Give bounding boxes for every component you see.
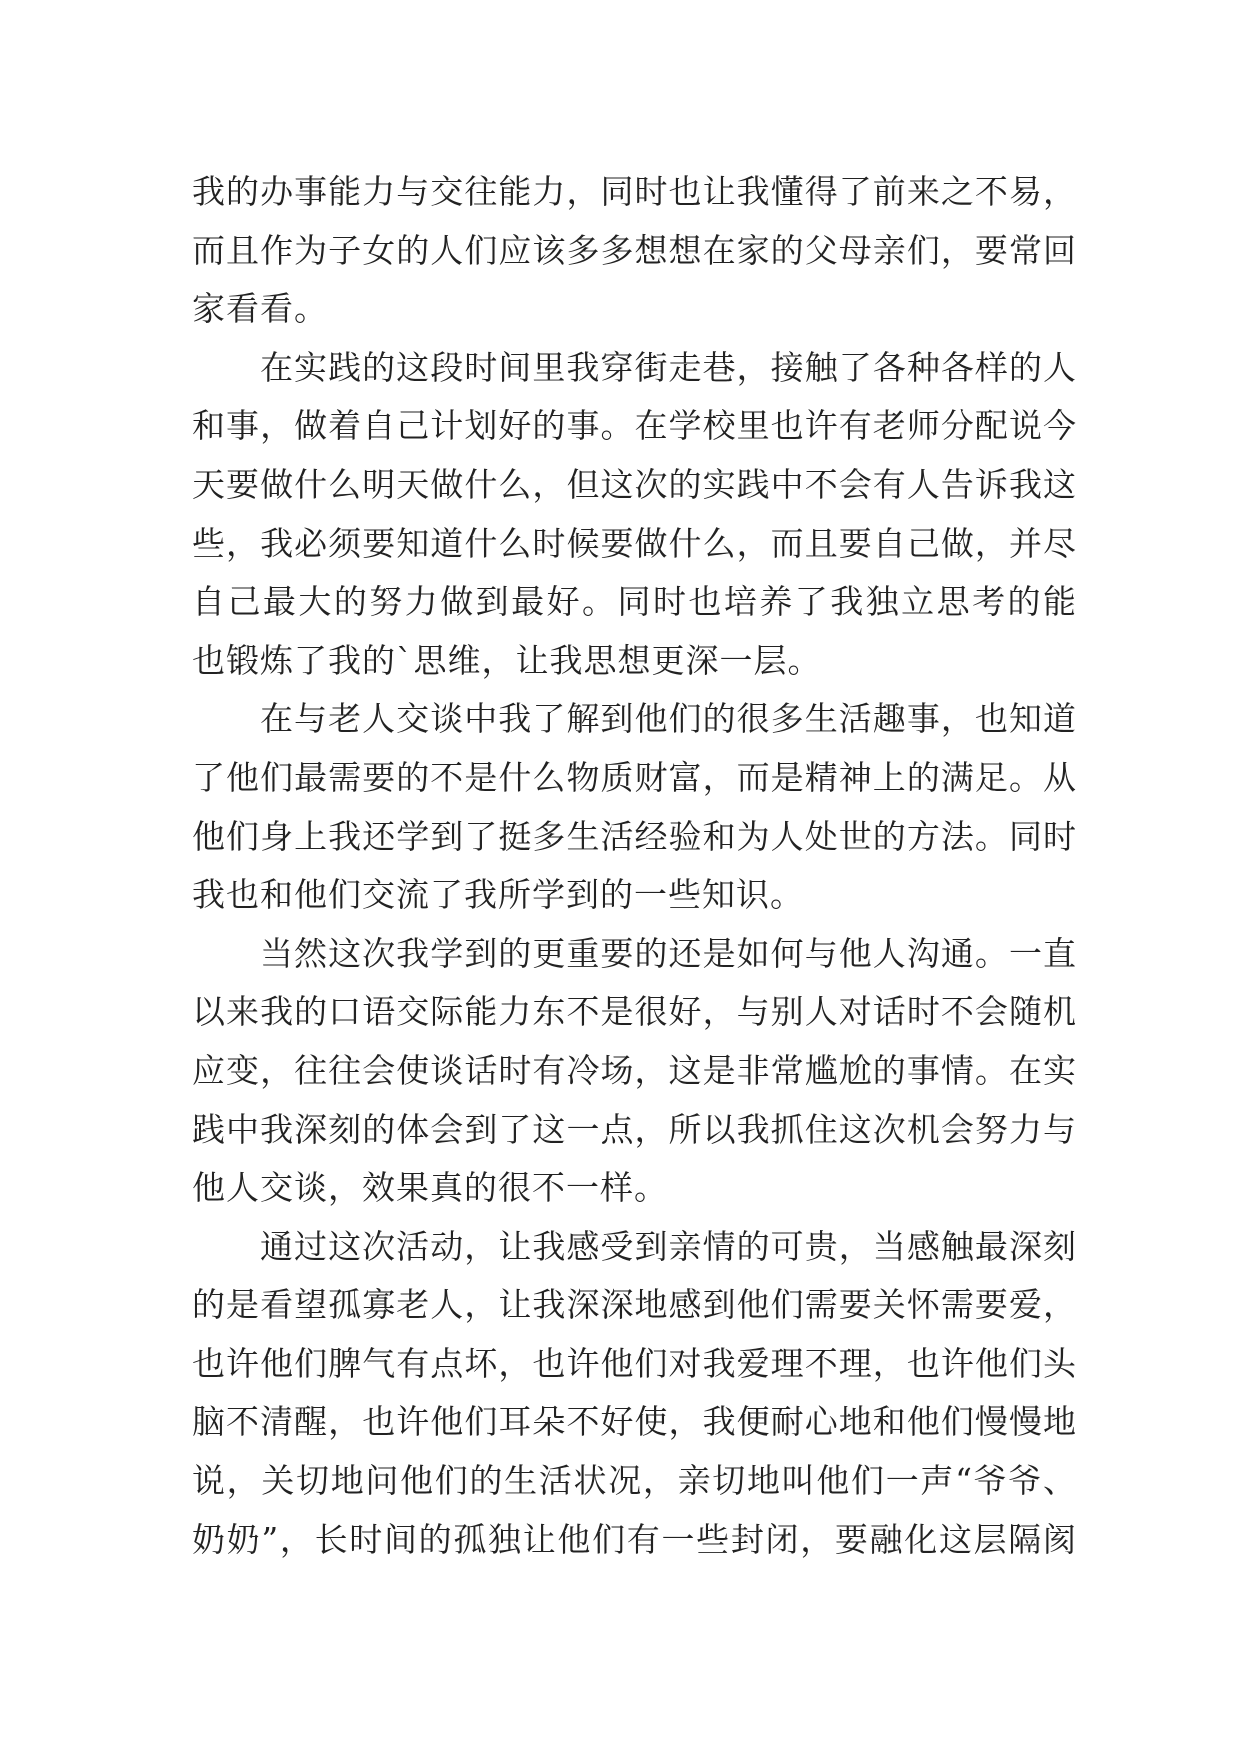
text-line: 通过这次活动，让我感受到亲情的可贵，当感触最深刻 — [260, 1226, 1076, 1266]
paragraph-3 — [192, 690, 1076, 924]
paragraph-4 — [192, 925, 1076, 1218]
text-line: 他人交谈，效果真的很不一样。 — [192, 1168, 668, 1208]
text-line: 践中我深刻的体会到了这一点，所以我抓住这次机会努力与 — [192, 1109, 1076, 1149]
paragraph-2 — [192, 339, 1076, 691]
document-page — [192, 163, 1076, 1569]
paragraph-5 — [192, 1218, 1076, 1570]
text-line: 了他们最需要的不是什么物质财富，而是精神上的满足。从 — [192, 757, 1076, 797]
paragraph-1 — [192, 163, 1076, 339]
text-line: 他们身上我还学到了挺多生活经验和为人处世的方法。同时 — [192, 816, 1076, 856]
text-line: 我的办事能力与交往能力，同时也让我懂得了前来之不易， — [192, 172, 1076, 211]
text-line: 说，关切地问他们的生活状况，亲切地叫他们一声“爷爷、 — [192, 1461, 1076, 1501]
text-line: 自己最大的努力做到最好。同时也培养了我独立思考的能 — [192, 582, 1076, 622]
text-line: 在与老人交谈中我了解到他们的很多生活趣事，也知道 — [260, 699, 1076, 739]
text-line: 当然这次我学到的更重要的还是如何与他人沟通。一直 — [260, 933, 1076, 973]
text-line: 以来我的口语交际能力东不是很好，与别人对话时不会随机 — [192, 992, 1076, 1032]
text-line: 我也和他们交流了我所学到的一些知识。 — [192, 875, 804, 915]
text-line: 家看看。 — [192, 289, 328, 329]
text-line: 和事，做着自己计划好的事。在学校里也许有老师分配说今 — [192, 406, 1076, 446]
text-line: 天要做什么明天做什么，但这次的实践中不会有人告诉我这 — [192, 464, 1076, 504]
text-line: 应变，往往会使谈话时有冷场，这是非常尴尬的事情。在实 — [192, 1050, 1076, 1090]
text-line: 也锻炼了我的`思维，让我思想更深一层。 — [192, 640, 822, 680]
text-line: 在实践的这段时间里我穿街走巷，接触了各种各样的人 — [260, 347, 1076, 387]
text-line: 脑不清醒，也许他们耳朵不好使，我便耐心地和他们慢慢地 — [192, 1402, 1076, 1442]
text-line: 也许他们脾气有点坏，也许他们对我爱理不理，也许他们头 — [192, 1343, 1076, 1383]
text-line: 的是看望孤寡老人，让我深深地感到他们需要关怀需要爱， — [192, 1285, 1076, 1325]
text-line: 奶奶”，长时间的孤独让他们有一些封闭，要融化这层隔阂 — [192, 1519, 1076, 1559]
text-line: 些，我必须要知道什么时候要做什么，而且要自己做，并尽 — [192, 523, 1076, 563]
text-line: 而且作为子女的人们应该多多想想在家的父母亲们，要常回 — [192, 230, 1076, 270]
